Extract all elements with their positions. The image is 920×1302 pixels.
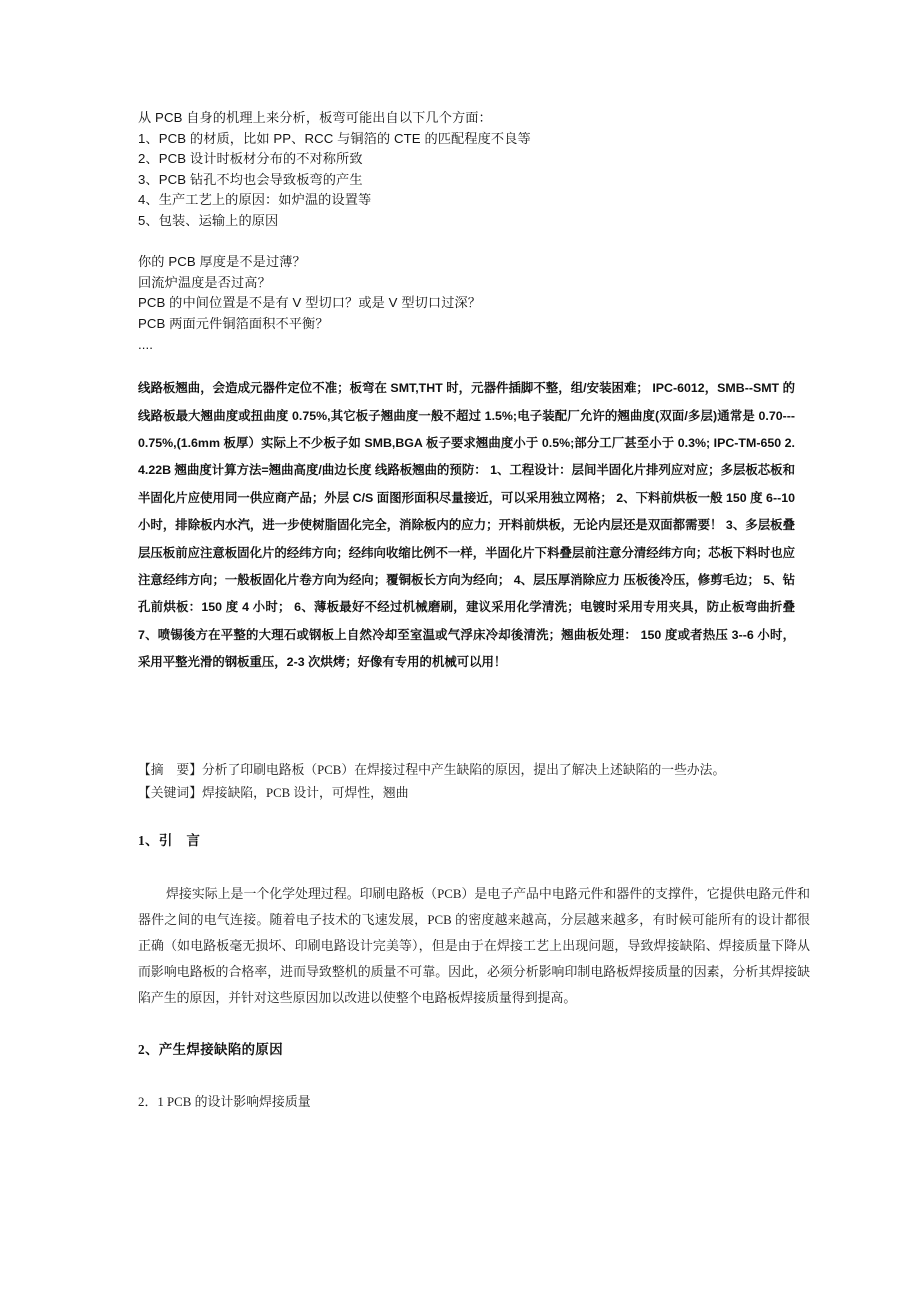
abstract-block — [138, 759, 810, 805]
section1-heading-gap — [138, 851, 794, 881]
warpage-paragraph: 线路板翘曲，会造成元器件定位不准；板弯在 SMT,THT 时，元器件插脚不整，组/安装困难； IPC-6012，SMB--SMT 的线路板最大翘曲度或扭曲度 0.75%,其它板子翘曲度一般不超过 1.5%;电子装配厂允许的翘曲度(双面/多层)通常是 0.70---0.75%,(1.6mm 板厚）实际上不少板子如 SMB,BGA 板子要求翘曲度小于 0.5%;部分工厂甚至小于 0.3%; IPC-TM-650 2.4.22B 翘曲度计算方法=翘曲高度/曲边长度 线路板翘曲的预防： 1、工程设计：层间半固化片排列应对应；多层板芯板和半固化片应使用同一供应商产品；外层 C/S 面图形面积尽量接近，可以采用独立网格； 2、下料前烘板一般 150 度 6--10 小时，排除板内水汽，进一步使树脂固化完全，消除板内的应力；开料前烘板，无论内层还是双面都需要！ 3、多层板叠层压板前应注意板固化片的经纬方向；经纬向收缩比例不一样，半固化片下料叠层前注意分清经纬方向；芯板下料时也应注意经纬方向；一般板固化片卷方向为经向；覆铜板长方向为经向； 4、层压厚消除应力 压板後冷压，修剪毛边； 5、钻孔前烘板：150 度 4 小时； 6、薄板最好不经过机械磨刷，建议采用化学清洗；电镀时采用专用夹具，防止板弯曲折叠 7、喷锡後方在平整的大理石或钢板上自然冷却至室温或气浮床冷却後清洗；翘曲板处理： 150 度或者热压 3--6 小时，采用平整光滑的钢板重压，2-3 次烘烤；好像有专用的机械可以用！ — [138, 381, 795, 670]
page-content — [138, 108, 810, 1112]
section2-heading: 2、产生焊接缺陷的原因 — [138, 1041, 284, 1057]
cause-item-5: 5、包装、运输上的原因 — [138, 212, 279, 228]
cause-item-3: 3、PCB 钻孔不均也会导致板弯的产生 — [138, 171, 363, 187]
keywords-line: 【关键词】焊接缺陷，PCB 设计，可焊性，翘曲 — [138, 785, 409, 800]
intro-block — [138, 108, 794, 355]
section1-paragraph: 焊接实际上是一个化学处理过程。印刷电路板（PCB）是电子产品中电路元件和器件的支撑件，它提供电路元件和器件之间的电气连接。随着电子技术的飞速发展，PCB 的密度越来越高，分层越来越多，有时候可能所有的设计都很正确（如电路板毫无损坏、印刷电路设计完美等），但是由于在焊接工艺上出现问题，导致焊接缺陷、焊接质量下降从而影响电路板的合格率，进而导致整机的质量不可靠。因此，必须分析影响印制电路板焊接质量的因素，分析其焊接缺陷产生的原因，并针对这些原因加以改进以使整个电路板焊接质量得到提高。 — [138, 886, 810, 1006]
section2-heading-gap — [138, 1060, 794, 1092]
question-ellipsis: .... — [138, 336, 154, 352]
question-item-3: PCB 的中间位置是不是有 V 型切口？或是 V 型切口过深？ — [138, 295, 482, 311]
intro-spacer — [138, 232, 794, 253]
intro-lead: 从 PCB 自身的机理上来分析，板弯可能出自以下几个方面： — [138, 110, 492, 125]
abstract-gap — [138, 677, 794, 759]
section2-subheading: 2．1 PCB 的设计影响焊接质量 — [138, 1094, 311, 1109]
section1-gap — [138, 805, 794, 831]
cause-item-1: 1、PCB 的材质，比如 PP、RCC 与铜箔的 CTE 的匹配程度不良等 — [138, 130, 531, 146]
question-item-1: 你的 PCB 厚度是不是过薄？ — [138, 254, 306, 270]
section2-gap — [138, 1012, 794, 1040]
abstract-line: 【摘 要】分析了印刷电路板（PCB）在焊接过程中产生缺陷的原因，提出了解决上述缺陷的一些办法。 — [138, 762, 726, 777]
section1-heading: 1、引 言 — [138, 832, 201, 848]
question-item-2: 回流炉温度是否过高？ — [138, 274, 271, 290]
cause-item-2: 2、PCB 设计时板材分布的不对称所致 — [138, 151, 363, 167]
cause-item-4: 4、生产工艺上的原因：如炉温的设置等 — [138, 192, 372, 208]
question-item-4: PCB 两面元件铜箔面积不平衡？ — [138, 315, 329, 331]
